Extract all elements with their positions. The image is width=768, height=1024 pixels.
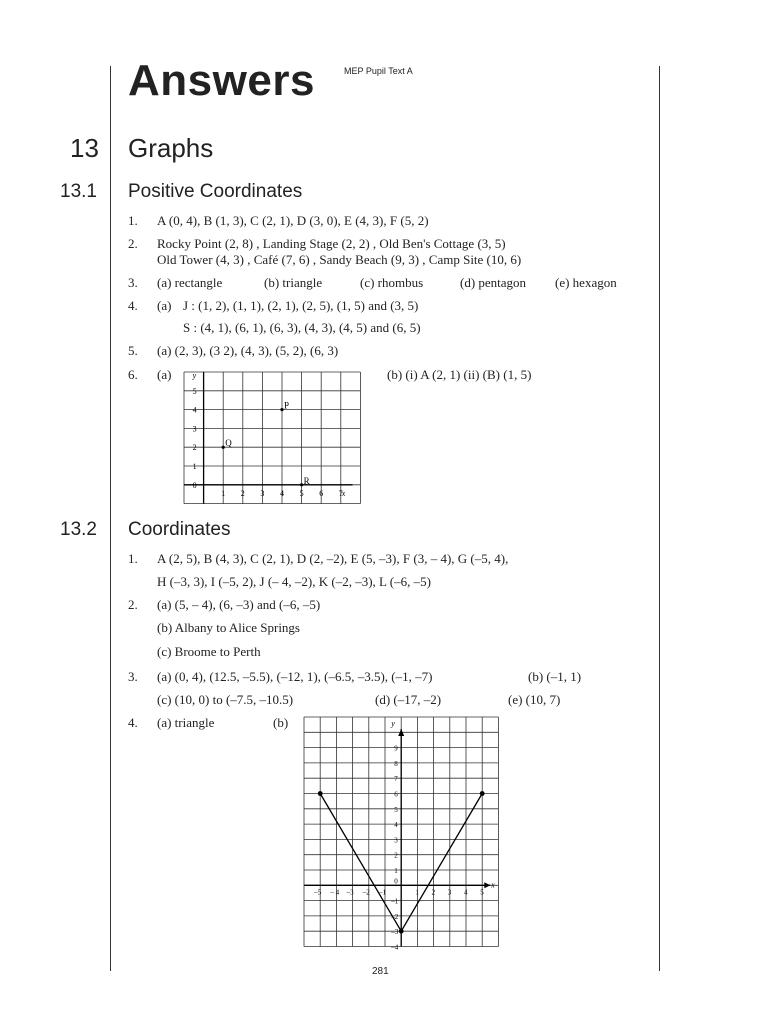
answer-part-a: (a) (0, 4), (12.5, –5.5), (–12, 1), (–6.5, –3.5), (–1, –7)	[157, 669, 433, 684]
x-tick-label: – 4	[330, 888, 340, 897]
x-axis-label: x	[341, 488, 346, 498]
y-tick-label: 5	[192, 386, 197, 396]
answer-part-e: (e) (10, 7)	[508, 692, 561, 707]
y-tick-label: –4	[391, 943, 399, 952]
answer-part-c: (c) rhombus	[360, 275, 424, 290]
x-tick-label: –1	[379, 888, 386, 897]
vertex-marker	[318, 791, 323, 796]
y-tick-label: 3	[394, 836, 398, 845]
x-tick-label: 1	[415, 888, 419, 897]
x-tick-label: 2	[240, 488, 245, 498]
answer-part-b: (b)	[273, 715, 289, 730]
x-tick-label: 2	[431, 888, 436, 897]
answer-part-d: (d) pentagon	[460, 275, 527, 290]
page-subtitle: MEP Pupil Text A	[344, 66, 413, 76]
answer-part-c: (c) Broome to Perth	[157, 644, 261, 659]
y-tick-label: 2	[394, 851, 398, 860]
answer-part-e: (e) hexagon	[555, 275, 617, 290]
x-tick-label: 5	[480, 888, 484, 897]
vertex-marker	[399, 929, 404, 934]
y-tick-label: 1	[192, 462, 197, 471]
answer-text: A (2, 5), B (4, 3), C (2, 1), D (2, –2), E (5, –3), F (3, – 4), G (–5, 4),	[157, 551, 509, 566]
answer-4	[0, 298, 768, 334]
left-rule	[110, 66, 111, 971]
answer-s: S : (4, 1), (6, 1), (6, 3), (4, 3), (4, 5) and (6, 5)	[183, 320, 421, 335]
y-tick-label: 1	[394, 867, 398, 875]
question-number: 1.	[128, 551, 138, 566]
x-axis-label: x	[491, 880, 495, 890]
y-tick-label: 5	[394, 805, 398, 814]
answer-text: H (–3, 3), I (–5, 2), J (– 4, –2), K (–2, –3), L (–6, –5)	[157, 574, 431, 589]
answer-part-b: (b) Albany to Alice Springs	[157, 620, 300, 635]
answer-text: (a) (2, 3), (3 2), (4, 3), (5, 2), (6, 3)	[157, 343, 339, 358]
x-axis-arrow	[484, 882, 490, 888]
answer-text: Old Tower (4, 3) , Café (7, 6) , Sandy Beach (9, 3) , Camp Site (10, 6)	[157, 252, 522, 267]
answer-1	[0, 551, 768, 591]
question-number: 3.	[128, 275, 138, 290]
x-tick-label: –5	[314, 888, 322, 897]
x-tick-label: –3	[346, 888, 354, 897]
chapter-number: 13	[70, 133, 99, 163]
x-tick-label: 3	[260, 488, 265, 498]
answer-3	[0, 669, 768, 709]
question-number: 3.	[128, 669, 138, 684]
answer-part-c: (c) (10, 0) to (–7.5, –10.5)	[157, 692, 294, 707]
answer-part-a: (a)	[157, 367, 172, 382]
answer-2	[0, 236, 768, 270]
coordinate-grid-1	[180, 368, 365, 504]
question-number: 2.	[128, 236, 138, 251]
y-tick-label: 4	[394, 821, 398, 830]
y-axis-label: y	[391, 719, 395, 728]
question-number: 4.	[128, 715, 138, 730]
x-tick-label: –2	[362, 888, 370, 897]
page-title: Answers	[128, 56, 315, 105]
point-label: P	[284, 400, 290, 411]
x-tick-label: 4	[464, 888, 468, 897]
x-tick-label: 4	[280, 488, 284, 498]
question-number: 6.	[128, 367, 138, 382]
right-rule	[659, 66, 660, 971]
y-tick-label: –3	[391, 928, 399, 937]
x-tick-label: 5	[299, 488, 304, 498]
page-number: 281	[372, 966, 389, 977]
y-tick-label: 4	[192, 405, 197, 415]
answer-2	[0, 597, 768, 659]
answer-part-a: (a)	[157, 298, 172, 313]
question-number: 2.	[128, 597, 138, 612]
answer-part-d: (d) (–17, –2)	[375, 692, 442, 707]
point-label: Q	[225, 438, 232, 449]
answer-text: Rocky Point (2, 8) , Landing Stage (2, 2) , Old Ben's Cottage (3, 5)	[157, 236, 506, 251]
point-label: R	[303, 475, 310, 486]
question-number: 5.	[128, 343, 138, 358]
answer-text: A (0, 4), B (1, 3), C (2, 1), D (3, 0), E (4, 3), F (5, 2)	[157, 213, 429, 228]
answer-part-b: (b) triangle	[264, 275, 323, 290]
x-tick-label: 1	[221, 488, 226, 498]
answer-part-a: (a) (5, – 4), (6, –3) and (–6, –5)	[157, 597, 321, 612]
y-tick-label: 9	[394, 744, 398, 753]
section-number: 13.2	[60, 519, 97, 540]
question-number: 4.	[128, 298, 138, 313]
y-tick-label: 0	[192, 480, 197, 490]
y-axis-label: y	[192, 371, 197, 380]
x-tick-label: 6	[319, 488, 324, 498]
answer-part-b: (b) (–1, 1)	[528, 669, 582, 684]
y-tick-label: 2	[192, 443, 197, 453]
vertex-marker	[480, 791, 485, 796]
section-name: Coordinates	[128, 519, 231, 540]
y-tick-label: 6	[394, 790, 398, 799]
section-number: 13.1	[60, 181, 97, 202]
chapter-name: Graphs	[128, 133, 214, 163]
x-tick-label: 3	[447, 888, 452, 897]
question-number: 1.	[128, 213, 138, 228]
x-tick-label: 0	[394, 877, 398, 886]
y-tick-label: 8	[394, 759, 398, 768]
answer-part-a: (a) rectangle	[157, 275, 223, 290]
y-tick-label: –2	[391, 912, 399, 921]
coordinate-grid-2	[300, 713, 500, 953]
answer-part-a: (a) triangle	[157, 715, 215, 730]
section-name: Positive Coordinates	[128, 181, 303, 202]
y-tick-label: –1	[391, 897, 399, 906]
y-tick-label: 7	[394, 775, 398, 784]
answer-j: J : (1, 2), (1, 1), (2, 1), (2, 5), (1, 5) and (3, 5)	[183, 298, 419, 313]
x-tick-label: 7	[338, 488, 343, 498]
answer-part-b: (b) (i) A (2, 1) (ii) (B) (1, 5)	[387, 367, 532, 382]
y-tick-label: 3	[192, 424, 197, 434]
